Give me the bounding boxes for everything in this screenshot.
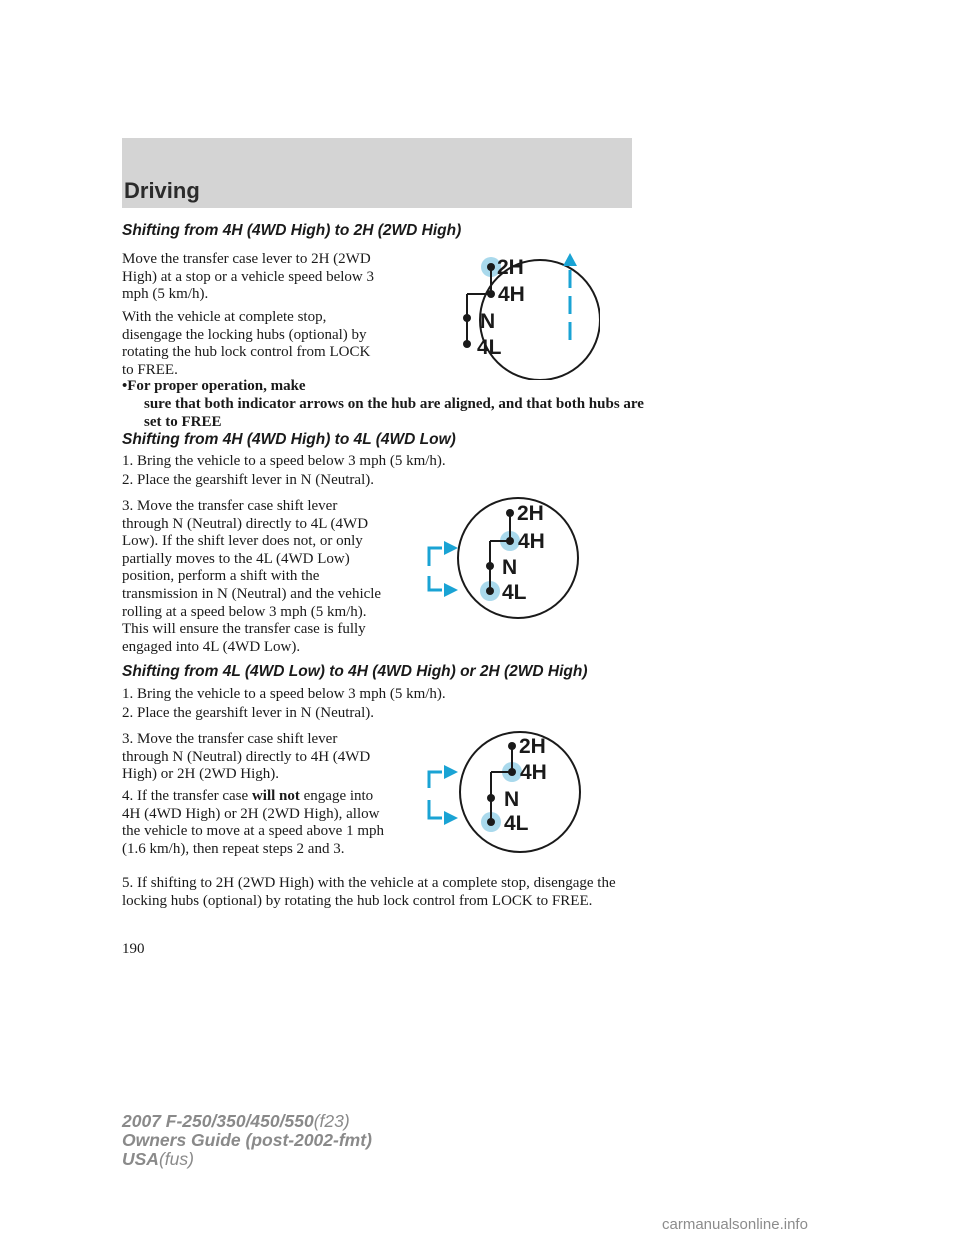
step: 3. Move the transfer case shift lever through N (Neutral) directly to 4L (4WD Low). If the shift lever does not, or only partially moves to the 4L (4WD Low) position, perform a shift with the transmission in N (Neutral) and the vehicle rolling at a speed below 3 mph (5 km/h). This will ensure the transfer case is fully engaged into 4L (4WD Low). [122, 498, 382, 655]
footer-code: (f23) [313, 1111, 350, 1131]
position-label-n: N [502, 556, 518, 579]
position-label-n: N [504, 788, 520, 811]
step: 1. Bring the vehicle to a speed below 3 mph (5 km/h). [122, 686, 446, 702]
position-label-n: N [480, 310, 496, 333]
step [122, 788, 384, 858]
section-heading-4h-to-2h: Shifting from 4H (4WD High) to 2H (2WD High) [122, 222, 462, 239]
bullet-item [122, 378, 384, 396]
step4-text: 4. If the transfer case [122, 788, 252, 804]
shift-path-arrow-icon [429, 765, 458, 825]
step: 1. Bring the vehicle to a speed below 3 mph (5 km/h). [122, 453, 446, 469]
shift-diagram-4l-to-4h [424, 724, 584, 864]
position-label-4l: 4L [502, 581, 527, 604]
position-label-2h: 2H [519, 735, 546, 758]
position-label-2h: 2H [497, 256, 524, 279]
position-label-2h: 2H [517, 502, 544, 525]
paragraph: Move the transfer case lever to 2H (2WD High) at a stop or a vehicle speed below 3 mph (5 km/h). [122, 251, 375, 303]
paragraph: With the vehicle at complete stop, disengage the locking hubs (optional) by rotating the hub lock control from LOCK to FREE. [122, 309, 371, 378]
position-label-4h: 4H [520, 761, 547, 784]
position-label-4l: 4L [477, 336, 502, 359]
shift-diagram-4h-to-4l [424, 488, 584, 628]
position-label-4h: 4H [518, 530, 545, 553]
watermark: carmanualsonline.info [662, 1216, 808, 1233]
step: 5. If shifting to 2H (2WD High) with the vehicle at a complete stop, disengage the locking hubs (optional) by rotating the hub lock control from LOCK to FREE. [122, 875, 616, 909]
step: 3. Move the transfer case shift lever through N (Neutral) directly to 4H (4WD High) or 2H (2WD High). [122, 731, 371, 783]
page-title: Driving [124, 178, 200, 203]
footer-model: 2007 F-250/350/450/550 [122, 1111, 314, 1131]
shift-diagram-4h-to-2h [450, 240, 600, 380]
section-heading-4h-to-4l: Shifting from 4H (4WD High) to 4L (4WD Low) [122, 431, 456, 448]
bullet-glyph: • [122, 378, 128, 394]
footer-market-code: (fus) [158, 1149, 194, 1169]
footer-market: USA [122, 1149, 159, 1169]
position-label-4h: 4H [498, 283, 525, 306]
section-heading-4l-to-4h-2h: Shifting from 4L (4WD Low) to 4H (4WD High) or 2H (2WD High) [122, 663, 588, 680]
footer [122, 1112, 372, 1169]
step4-emphasis: will not [251, 788, 300, 804]
shift-path-arrow-icon [429, 541, 458, 597]
bullet-continuation: sure that both indicator arrows on the hub are aligned, and that both hubs are set to FREE [144, 396, 644, 430]
bullet-lead: For proper operation, make [127, 378, 306, 394]
position-label-4l: 4L [504, 812, 529, 835]
step: 2. Place the gearshift lever in N (Neutral). [122, 472, 374, 488]
step: 2. Place the gearshift lever in N (Neutral). [122, 705, 374, 721]
footer-guide: Owners Guide (post-2002-fmt) [122, 1130, 372, 1150]
page-number: 190 [122, 941, 145, 957]
step4-text: engage into 4H (4WD High) or 2H (2WD High), allow the vehicle to move at a speed above 1 mph (1.6 km/h), then repeat steps 2 and 3. [122, 788, 384, 857]
